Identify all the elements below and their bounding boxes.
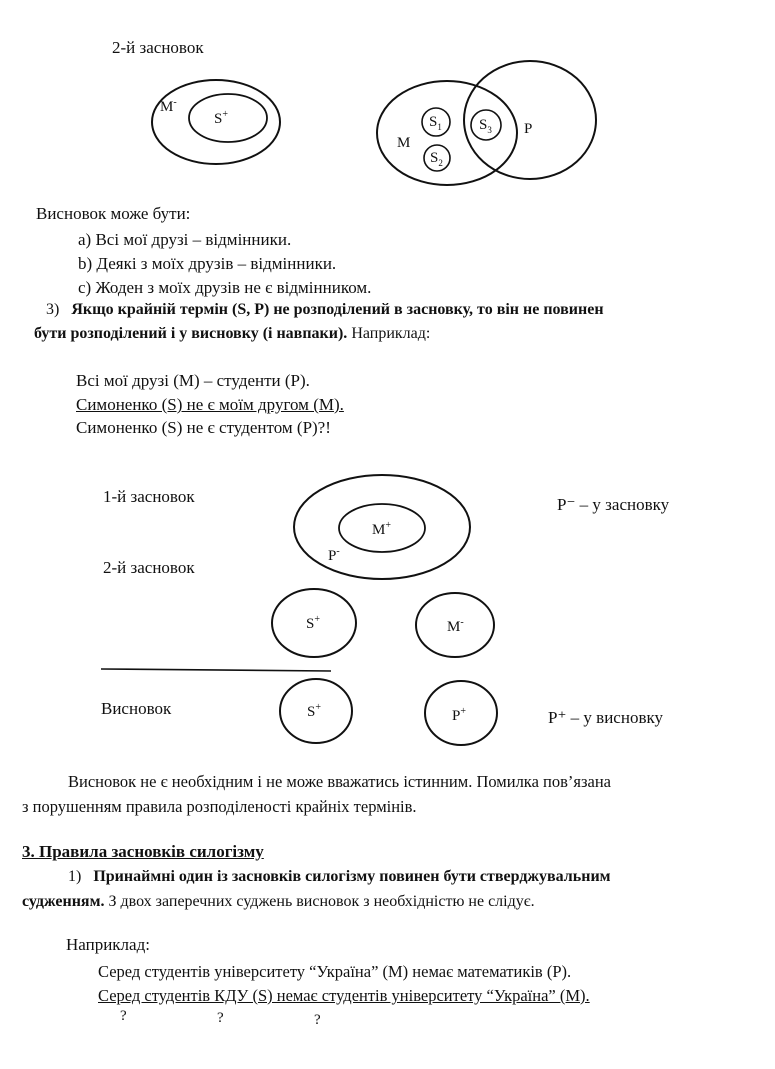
note-p-minus: P⁻ – у засновку [557, 495, 670, 514]
section3-bold-2: судженням. [22, 893, 105, 910]
diagram1-caption: 2-й засновок [112, 38, 204, 57]
rule3-bold-2: бути розподілений і у висновку (і навпаки). [34, 325, 348, 342]
conclusion-label: Висновок [101, 699, 172, 718]
label-m: M [397, 135, 411, 151]
example2-line1: Серед студентів університету “Україна” (М) немає математиків (Р). [98, 962, 572, 981]
premise2-label: 2-й засновок [103, 558, 195, 577]
label-s2: $S_2$ [430, 150, 443, 168]
explain-line2: з порушенням правила розподіленості крайніх термінів. [22, 797, 417, 816]
example1-line2: Симоненко (S) не є моїм другом (М). [76, 395, 344, 414]
conclusion-separator [101, 669, 331, 671]
example2-intro: Наприклад: [66, 935, 150, 954]
example2-line2: Серед студентів КДУ (S) немає студентів університету “Україна” (М). [98, 986, 590, 1005]
rule3-bold-1: Якщо крайній термін (S, P) не розподілений в засновку, то він не повинен [71, 301, 604, 318]
label-s-plus: S+ [214, 109, 228, 127]
section3-rule-line1 [68, 867, 611, 887]
premise1-label: 1-й засновок [103, 487, 195, 506]
note-p-plus: P⁺ – у висновку [548, 708, 663, 727]
question-mark-2: ? [217, 1010, 224, 1026]
rule3-number: 3) [46, 301, 60, 318]
label-p-minus: P- [328, 546, 340, 564]
question-mark-3: ? [314, 1012, 321, 1028]
example1-line3: Симоненко (S) не є студентом (Р)?! [76, 418, 331, 437]
section3-bold-1: Принаймні один із засновків силогізму повинен бути стверджувальним [93, 868, 611, 885]
section3-heading: 3. Правила засновків силогізму [22, 842, 264, 861]
rule3-tail: Наприклад: [351, 325, 431, 342]
label-p-plus: P+ [452, 706, 466, 724]
question-mark-1: ? [120, 1008, 127, 1024]
option-a: a) Всі мої друзі – відмінники. [78, 230, 292, 249]
example1-line1: Всі мої друзі (М) – студенти (Р). [76, 371, 310, 390]
option-b: b) Деякі з моїх друзів – відмінники. [78, 254, 337, 273]
option-c: c) Жоден з моїх друзів не є відмінником. [78, 278, 372, 297]
explain-line1: Висновок не є необхідним і не може вважатись істинним. Помилка пов’язана [68, 772, 611, 791]
label-p: P [524, 121, 533, 137]
label-s-plus-conclusion: S+ [307, 702, 321, 720]
label-s-plus-premise: S+ [306, 614, 320, 632]
section3-number: 1) [68, 868, 82, 885]
label-m-minus: M- [160, 97, 177, 115]
label-m-minus: M- [447, 617, 464, 635]
label-s1: $S_1$ [429, 114, 442, 132]
section3-tail: З двох заперечних суджень висновок з необхідністю не слідує. [108, 893, 535, 910]
label-m-plus: M+ [372, 520, 391, 538]
label-s3: $S_3$ [479, 117, 492, 135]
section3-rule-line2 [22, 892, 535, 912]
conclusion-intro: Висновок може бути: [36, 204, 191, 223]
